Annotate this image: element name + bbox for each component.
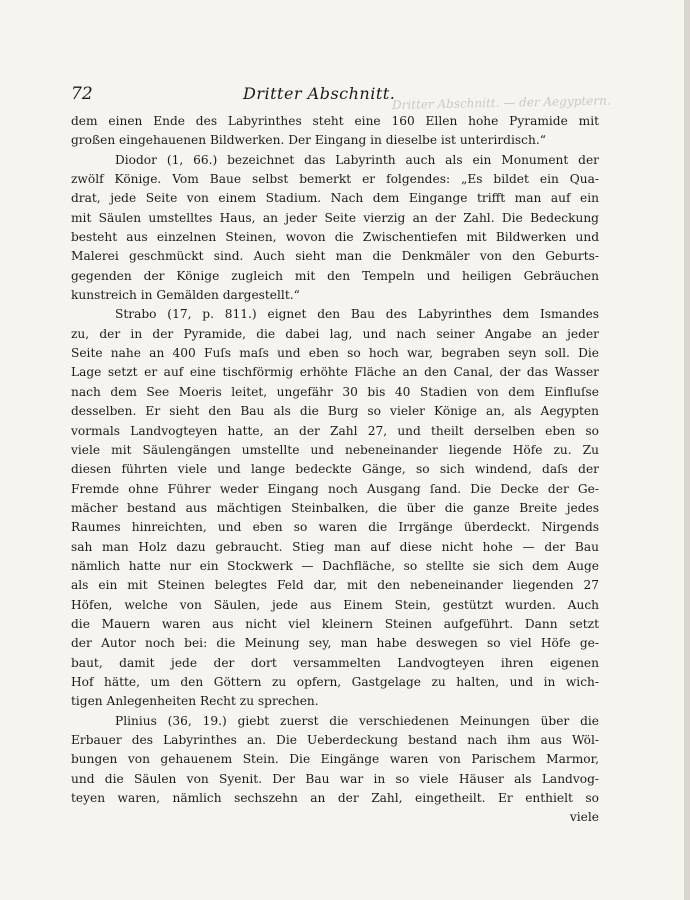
body-text <box>71 112 599 828</box>
text-line: viele mit Säulengängen umstellte und nebeneinander liegende Höfe zu. Zu <box>71 442 599 457</box>
text-line: besteht aus einzelnen Steinen, wovon die Zwischentiefen mit Bildwerken und <box>71 230 599 245</box>
text-line: Seite nahe an 400 Fuſs maſs und eben so hoch war, begraben seyn soll. Die <box>71 346 599 361</box>
text-line: Hof hätte, um den Göttern zu opfern, Gastgelage zu halten, und in wich- <box>71 674 599 689</box>
text-line: Raumes hinreichten, und eben so waren die Irrgänge überdeckt. Nirgends <box>71 520 599 535</box>
text-line: dem einen Ende des Labyrinthes steht eine 160 Ellen hohe Pyramide mit <box>71 114 599 128</box>
text-line: zu, der in der Pyramide, die dabei lag, und nach seiner Angabe an jeder <box>71 326 599 341</box>
text-line: kunstreich in Gemälden dargestellt.“ <box>71 288 300 303</box>
text-line: Höfen, welche von Säulen, jede aus Einem Stein, gestützt wurden. Auch <box>71 597 599 612</box>
text-line: desselben. Er sieht den Bau als die Burg so vieler Könige an, als Aegypten <box>71 404 599 419</box>
page-number: 72 <box>71 84 93 104</box>
text-line: Fremde ohne Führer weder Eingang noch Ausgang ſand. Die Decke der Ge- <box>71 481 599 496</box>
text-line: vormals Landvogteyen hatte, an der Zahl 27, und theilt derselben eben so <box>71 423 599 438</box>
text-line: sah man Holz dazu gebraucht. Stieg man auf diese nicht hohe — der Bau <box>71 539 599 554</box>
text-line: Malerei geschmückt sind. Auch sieht man die Denkmäler von den Geburts- <box>71 249 599 264</box>
page-edge-shadow <box>684 0 690 900</box>
text-line: mit Säulen umstelltes Haus, an jeder Seite vierzig an der Zahl. Die Bedeckung <box>71 210 599 225</box>
text-line: Erbauer des Labyrinthes an. Die Ueberdeckung bestand nach ihm aus Wöl- <box>71 733 599 747</box>
text-line: mächer bestand aus mächtigen Steinbalken, die über die ganze Breite jedes <box>71 500 599 515</box>
text-line: teyen waren, nämlich sechszehn an der Zahl, eingetheilt. Er enthielt so <box>71 791 599 806</box>
text-line: gegenden der Könige zugleich mit den Tempeln und heiligen Gebräuchen <box>71 268 599 283</box>
text-line: drat, jede Seite von einem Stadium. Nach dem Eingange trifft man auf ein <box>71 191 599 206</box>
text-line: nämlich hatte nur ein Stockwerk — Dachfläche, so stellte sie sich dem Auge <box>71 558 599 573</box>
text-line: Plinius (36, 19.) giebt zuerst die verschiedenen Meinungen über die <box>115 713 599 728</box>
text-line: die Mauern waren aus nicht viel kleinern Steinen aufgeführt. Dann setzt <box>71 616 599 631</box>
bleed-through-text: Dritter Abschnitt. — der Aegyptern. <box>391 93 611 113</box>
text-line: großen eingehauenen Bildwerken. Der Eingang in dieselbe ist unterirdisch.“ <box>71 133 546 148</box>
text-line: tigen Anlegenheiten Recht zu sprechen. <box>71 694 319 709</box>
text-line: bungen von gehauenem Stein. Die Eingänge waren von Parischem Marmor, <box>71 752 599 767</box>
text-line: Lage setzt er auf eine tischförmig erhöhte Fläche an den Canal, der das Wasser <box>71 365 599 380</box>
text-line: diesen führten viele und lange bedeckte Gänge, so sich windend, daſs der <box>71 462 599 477</box>
text-line: Diodor (1, 66.) bezeichnet das Labyrinth auch als ein Monument der <box>115 152 599 167</box>
text-line: zwölf Könige. Vom Baue selbst bemerkt er folgendes: „Es bildet ein Qua- <box>71 172 599 187</box>
text-line: Strabo (17, p. 811.) eignet den Bau des Labyrinthes dem Ismandes <box>115 307 599 322</box>
running-head: Dritter Abschnitt. <box>243 84 396 103</box>
text-line: baut, damit jede der dort versammelten Landvogteyen ihren eigenen <box>71 655 599 670</box>
text-line: der Autor noch bei: die Meinung sey, man habe deswegen so viel Höfe ge- <box>71 636 599 651</box>
text-line: viele <box>569 810 599 825</box>
text-line: nach dem See Moeris leitet, ungefähr 30 bis 40 Stadien von dem Einfluſse <box>71 384 599 399</box>
page-header <box>71 84 611 108</box>
text-line: und die Säulen von Syenit. Der Bau war in so viele Häuser als Landvog- <box>71 771 599 786</box>
text-line: als ein mit Steinen belegtes Feld dar, mit den nebeneinander liegenden 27 <box>71 578 599 593</box>
